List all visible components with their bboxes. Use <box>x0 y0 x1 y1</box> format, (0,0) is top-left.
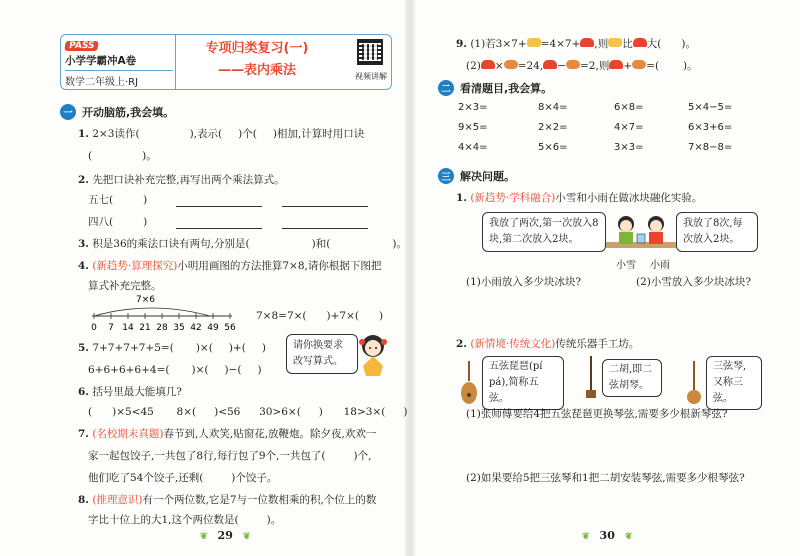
page-number: 30 <box>599 529 615 542</box>
instrument-sanxian <box>686 356 762 410</box>
q-text: 春节到,人欢笑,贴窗花,放鞭炮。除夕夜,欢欢一 <box>163 428 377 440</box>
q-text: 小雪和小雨在做冰块融化实验。 <box>555 192 703 204</box>
section-badge: 二 <box>438 80 454 96</box>
q-text: 他们吃了54个饺子,还剩( <box>88 472 204 484</box>
q-text: 传统乐器手工坊。 <box>555 338 640 350</box>
q-text: ) <box>261 342 266 354</box>
question-1 <box>78 124 364 144</box>
pipa-caption: 五弦琵琶(pí pá),简称五弦。 <box>482 356 564 410</box>
topic-line-1: 专项归类复习(一) <box>205 41 309 56</box>
question-8-cont <box>88 510 281 530</box>
tick-label: 49 <box>207 323 219 333</box>
q-tag: (新趋势·算理探究) <box>92 260 178 272</box>
q2-row-2 <box>88 212 147 232</box>
girl-illustration-icon <box>356 332 390 378</box>
q-text: =4×7+ <box>540 38 581 50</box>
q-text: )+7×( <box>326 310 360 322</box>
q-text: ,则 <box>594 38 609 50</box>
question-5-line-2 <box>88 360 262 380</box>
question-2 <box>78 170 285 190</box>
problem-1 <box>456 188 702 208</box>
q-text: 30>6×( <box>259 406 301 418</box>
series-title: 小学学霸冲A卷 <box>65 55 137 67</box>
q-number: 5. <box>78 342 89 354</box>
q-number: 3. <box>78 238 89 250</box>
page-number: 29 <box>217 529 233 542</box>
calc-item[interactable]: 6×3+6= <box>688 122 733 133</box>
q-text: =2,则 <box>580 60 610 72</box>
calculation-grid <box>458 102 758 153</box>
calc-item[interactable]: 6×8= <box>614 102 644 113</box>
q-text: 大( <box>646 38 662 50</box>
section-3-head <box>438 168 515 184</box>
q-text: 算式补充完整。 <box>88 280 162 292</box>
section-badge: 一 <box>60 104 76 120</box>
header-divider <box>175 35 176 89</box>
instrument-pipa <box>460 356 564 410</box>
question-1-cont <box>88 146 157 166</box>
answer-line[interactable] <box>176 206 262 207</box>
q-text: 家一起包饺子,一共包了8行,每行包了9个,一共包了( <box>88 450 326 462</box>
q-text: )个饺子。 <box>231 472 278 484</box>
q-text: + <box>623 60 633 72</box>
q-text: 有一个两位数,它是7与一位数相乘的积,个位上的数 <box>142 494 377 506</box>
brand-block <box>65 39 173 88</box>
q-text: )×( <box>195 342 213 354</box>
page-number-right <box>572 529 642 542</box>
q-text: )。 <box>392 238 407 250</box>
tick-label: 0 <box>91 323 97 333</box>
q-text: )−( <box>224 364 242 376</box>
q-number: 1. <box>456 192 467 204</box>
q-text: )+( <box>228 342 246 354</box>
q-tag: (名校期末真题) <box>92 428 164 440</box>
tick-label: 35 <box>173 323 185 333</box>
question-3 <box>78 234 407 254</box>
q-text: ) <box>143 194 148 206</box>
q-number: 8. <box>78 494 89 506</box>
q-number: 1. <box>78 128 89 140</box>
problem-2 <box>456 334 639 354</box>
q-text: )个, <box>353 450 372 462</box>
calc-item[interactable]: 4×4= <box>458 142 488 153</box>
q-text: )和( <box>311 238 331 250</box>
q-text: =( <box>646 60 660 72</box>
q-text: 6+6+6+6+4=( <box>88 364 170 376</box>
speech-bubble-left: 我放了两次,第一次放入8块,第二次放入2块。 <box>482 212 606 252</box>
question-8 <box>78 490 376 510</box>
q-text: 五七( <box>88 194 114 206</box>
erhu-caption: 二胡,即二弦胡琴。 <box>602 359 662 397</box>
q-text: )个( <box>238 128 257 140</box>
q-text: 括号里最大能填几? <box>92 386 182 398</box>
p2-sub-1: (1)张师傅要给4把五弦琵琶更换琴弦,需要多少根新琴弦? <box>466 408 728 420</box>
q-text: ) <box>318 406 323 418</box>
calc-item[interactable]: 8×4= <box>538 102 568 113</box>
number-line-diagram <box>86 292 256 334</box>
watermelon-icon <box>481 60 495 69</box>
orange-icon <box>566 60 580 69</box>
lemon-icon <box>527 38 541 47</box>
tick-label: 21 <box>139 323 151 333</box>
q-text: =24, <box>517 60 544 72</box>
pipa-icon <box>460 361 478 405</box>
question-6 <box>78 382 182 402</box>
q-text: )相加,计算时用口诀 <box>272 128 365 140</box>
q-text: )。 <box>142 150 157 162</box>
section-title: 开动脑筋,我会填。 <box>82 106 175 119</box>
answer-line[interactable] <box>176 228 262 229</box>
watermelon-icon <box>543 60 557 69</box>
q-text: ( <box>88 406 93 418</box>
child-name-a: 小雪 <box>616 260 636 271</box>
calc-item[interactable]: 3×3= <box>614 142 644 153</box>
calc-item[interactable]: 2×2= <box>538 122 568 133</box>
p1-sub-1: (1)小雨放入多少块冰块? <box>466 276 582 288</box>
erhu-icon <box>584 356 598 400</box>
q-tag: (新情境·传统文化) <box>470 338 556 350</box>
question-9-line-1 <box>456 34 696 54</box>
orange-icon <box>504 60 518 69</box>
answer-line[interactable] <box>282 206 368 207</box>
q-text: )。 <box>266 514 282 526</box>
tick-label: 42 <box>190 323 202 333</box>
q-text: )<56 <box>214 406 241 418</box>
section-2-head <box>438 80 552 96</box>
q-text: )。 <box>683 60 698 72</box>
q-text: ),表示( <box>189 128 223 140</box>
tick-label: 14 <box>122 323 134 333</box>
qr-label: 视频讲解 <box>355 72 387 81</box>
answer-line[interactable] <box>282 228 368 229</box>
q-text: ( <box>88 150 93 162</box>
q6-items <box>88 402 407 422</box>
question-9-line-2 <box>466 56 698 76</box>
tick-label: 7 <box>108 323 114 333</box>
q-text: 比 <box>622 38 633 50</box>
q-text: 字比十位上的大1,这个两位数是( <box>88 514 239 526</box>
q-text: )。 <box>681 38 696 50</box>
lemon-icon <box>608 38 622 47</box>
tick-label: 28 <box>156 323 168 333</box>
q-text: ) <box>143 216 148 228</box>
calc-item[interactable]: 7×8−8= <box>688 142 733 153</box>
section-title: 解决问题。 <box>460 170 515 183</box>
question-7-cont-1 <box>88 446 371 466</box>
q-text: 2×3读作( <box>92 128 140 140</box>
section-1-head <box>60 104 174 120</box>
question-4 <box>78 256 381 276</box>
q-tag: (新趋势·学科融合) <box>470 192 556 204</box>
q-text: 18>3×( <box>343 406 386 418</box>
q-number: 6. <box>78 386 89 398</box>
question-5-line-1 <box>78 338 266 358</box>
calc-item[interactable]: 2×3= <box>458 102 488 113</box>
q-text: ) <box>379 310 384 322</box>
q-number: 7. <box>78 428 89 440</box>
page-number-left <box>190 529 260 542</box>
instrument-erhu <box>584 356 662 400</box>
q-text: 积是36的乘法口诀有两句,分别是( <box>92 238 250 250</box>
q-number: 2. <box>78 174 89 186</box>
q-text: 四八( <box>88 216 114 228</box>
p1-sub-2: (2)小雪放入多少块冰块? <box>636 276 752 288</box>
orange-icon <box>632 60 646 69</box>
calc-item[interactable]: 5×6= <box>538 142 568 153</box>
q-text: )×5<45 <box>112 406 154 418</box>
question-7 <box>78 424 376 444</box>
q-text: ) <box>403 406 408 418</box>
qr-code-icon[interactable] <box>357 39 383 65</box>
topic-title <box>183 38 331 82</box>
q-text: − <box>557 60 566 72</box>
calc-item[interactable]: 4×7= <box>614 122 644 133</box>
child-name-b: 小雨 <box>650 260 670 271</box>
brand-logo: PASS <box>64 41 99 51</box>
q-text: 先把口诀补充完整,再写出两个乘法算式。 <box>92 174 285 186</box>
watermelon-icon <box>609 60 623 69</box>
q-text: 8×( <box>176 406 197 418</box>
number-line-arc <box>94 308 210 316</box>
grade-label: 数学二年级上·RJ <box>65 70 173 88</box>
q-text: 小明用画图的方法推算7×8,请你根据下图把 <box>177 260 382 272</box>
q-text: ) <box>257 364 262 376</box>
sanxian-caption: 三弦琴,又称三弦。 <box>706 356 762 410</box>
page-header <box>60 34 392 90</box>
watermelon-icon <box>633 38 647 47</box>
arc-label: 7×6 <box>136 295 155 305</box>
speech-bubble: 请你换要求改写算式。 <box>286 334 358 374</box>
sprout-icon: ❦ <box>242 532 251 542</box>
q-text: 7+7+7+7+5=( <box>92 342 174 354</box>
p2-sub-2: (2)如果要给5把三弦琴和1把二胡安装琴弦,需要多少根琴弦? <box>466 472 745 484</box>
section-title: 看清题目,我会算。 <box>460 82 553 95</box>
sprout-icon: ❦ <box>624 532 633 542</box>
q-text: 7×8=7×( <box>256 310 307 322</box>
sprout-icon: ❦ <box>200 532 208 542</box>
q-number: 9. <box>456 38 467 50</box>
q-number: 2. <box>456 338 467 350</box>
q-text: × <box>494 60 504 72</box>
sprout-icon: ❦ <box>582 532 590 542</box>
sanxian-icon <box>686 361 702 405</box>
calc-item[interactable]: 5×4−5= <box>688 102 733 113</box>
tick-label: 56 <box>224 323 236 333</box>
section-badge: 三 <box>438 168 454 184</box>
q-tag: (推理意识) <box>92 494 143 506</box>
speech-bubble-right: 我放了8次,每次放入2块。 <box>676 212 758 252</box>
q-text: )×( <box>191 364 209 376</box>
topic-line-2: ——表内乘法 <box>217 63 296 78</box>
watermelon-icon <box>580 38 594 47</box>
children-experiment-illustration-icon <box>606 210 676 256</box>
question-7-cont-2 <box>88 468 277 488</box>
q4-equation <box>256 306 383 326</box>
q2-row-1 <box>88 190 147 210</box>
q-text: (2) <box>466 60 481 72</box>
q-text: (1)若3×7+ <box>470 38 527 50</box>
calc-item[interactable]: 9×5= <box>458 122 488 133</box>
q-number: 4. <box>78 260 89 272</box>
